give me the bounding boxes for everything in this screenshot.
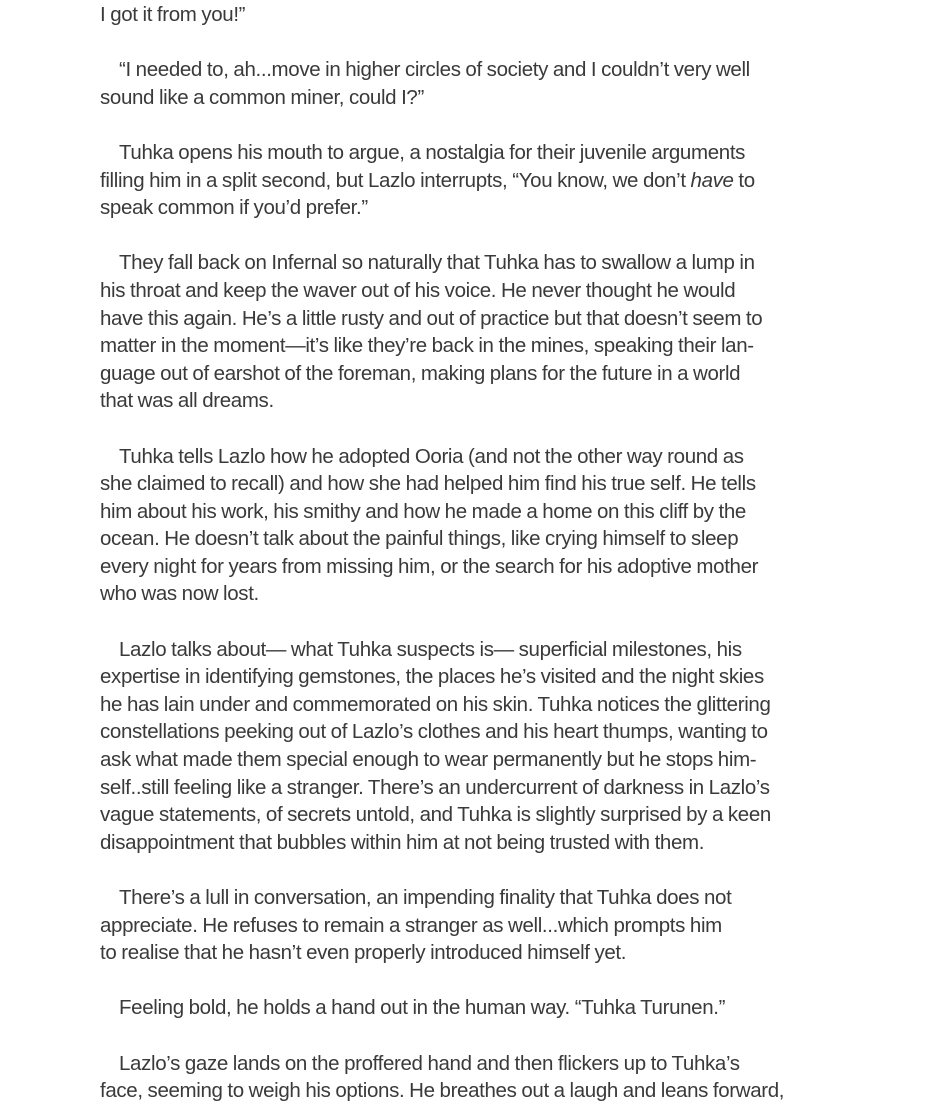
- text-line: matter in the moment—it’s like they’re back in the mines, speaking their lan-: [100, 334, 754, 358]
- paragraph: [100, 994, 880, 1022]
- paragraph: [100, 56, 880, 111]
- text-line: There’s a lull in conversation, an impending finality that Tuhka does not: [119, 886, 732, 909]
- text-line: speak common if you’d prefer.”: [100, 196, 368, 220]
- text-line: appreciate. He refuses to remain a stranger as well...which prompts him: [100, 913, 722, 937]
- text-line: Lazlo’s gaze lands on the proffered hand and then flickers up to Tuhka’s: [119, 1051, 740, 1075]
- emphasis-text: have: [690, 168, 734, 192]
- text-line: Feeling bold, he holds a hand out in the human way. “Tuhka Turunen.”: [119, 996, 726, 1020]
- text-line: [100, 167, 880, 195]
- text-line: disappointment that bubbles within him at not being trusted with them.: [100, 830, 705, 854]
- text-line: sound like a common miner, could I?”: [100, 85, 424, 109]
- text-line: face, seeming to weigh his options. He breathes out a laugh and leans forward,: [100, 1079, 785, 1103]
- text-line: him about his work, his smithy and how he made a home on this cliff by the: [100, 499, 746, 523]
- paragraph: [100, 443, 880, 609]
- text-line: Lazlo talks about— what Tuhka suspects is— superficial milestones, his: [119, 637, 742, 661]
- document-page: [100, 0, 880, 1105]
- text-line: constellations peeking out of Lazlo’s clothes and his heart thumps, wanting to: [100, 720, 768, 744]
- paragraph: [100, 249, 880, 415]
- text-line: to realise that he hasn’t even properly introduced himself yet.: [100, 941, 627, 965]
- text-line: have this again. He’s a little rusty and out of practice but that doesn’t seem to: [100, 306, 763, 330]
- text-line: They fall back on Infernal so naturally that Tuhka has to swallow a lump in: [119, 251, 755, 275]
- paragraph: [100, 139, 880, 222]
- text-line: self..still feeling like a stranger. There’s an undercurrent of darkness in Lazlo’s: [100, 775, 770, 799]
- text-line: he has lain under and commemorated on his skin. Tuhka notices the glittering: [100, 692, 771, 716]
- text-line: his throat and keep the waver out of his voice. He never thought he would: [100, 278, 736, 302]
- text-line: Tuhka tells Lazlo how he adopted Ooria (and not the other way round as: [119, 444, 744, 468]
- text-line: every night for years from missing him, or the search for his adoptive mother: [100, 554, 759, 578]
- text-line: “I needed to, ah...move in higher circles of society and I couldn’t very well: [119, 58, 750, 82]
- text-run: filling him in a split second, but Lazlo interrupts, “You know, we don’t: [100, 168, 691, 192]
- text-line: ocean. He doesn’t talk about the painful things, like crying himself to sleep: [100, 527, 739, 551]
- text-line: who was now lost.: [100, 582, 259, 606]
- text-run: to: [733, 168, 755, 192]
- paragraph: [100, 1, 880, 29]
- paragraph: [100, 1050, 880, 1105]
- text-line: she claimed to recall) and how she had helped him find his true self. He tells: [100, 472, 756, 496]
- text-line: Tuhka opens his mouth to argue, a nostalgia for their juvenile arguments: [119, 140, 746, 164]
- text-line: vague statements, of secrets untold, and Tuhka is slightly surprised by a keen: [100, 803, 771, 827]
- paragraph: [100, 636, 880, 857]
- text-line: ask what made them special enough to wear permanently but he stops him-: [100, 748, 757, 772]
- text-line: I got it from you!”: [100, 3, 246, 26]
- text-line: guage out of earshot of the foreman, making plans for the future in a world: [100, 361, 741, 385]
- paragraph: [100, 884, 880, 967]
- text-line: that was all dreams.: [100, 389, 274, 413]
- text-line: expertise in identifying gemstones, the places he’s visited and the night skies: [100, 665, 764, 689]
